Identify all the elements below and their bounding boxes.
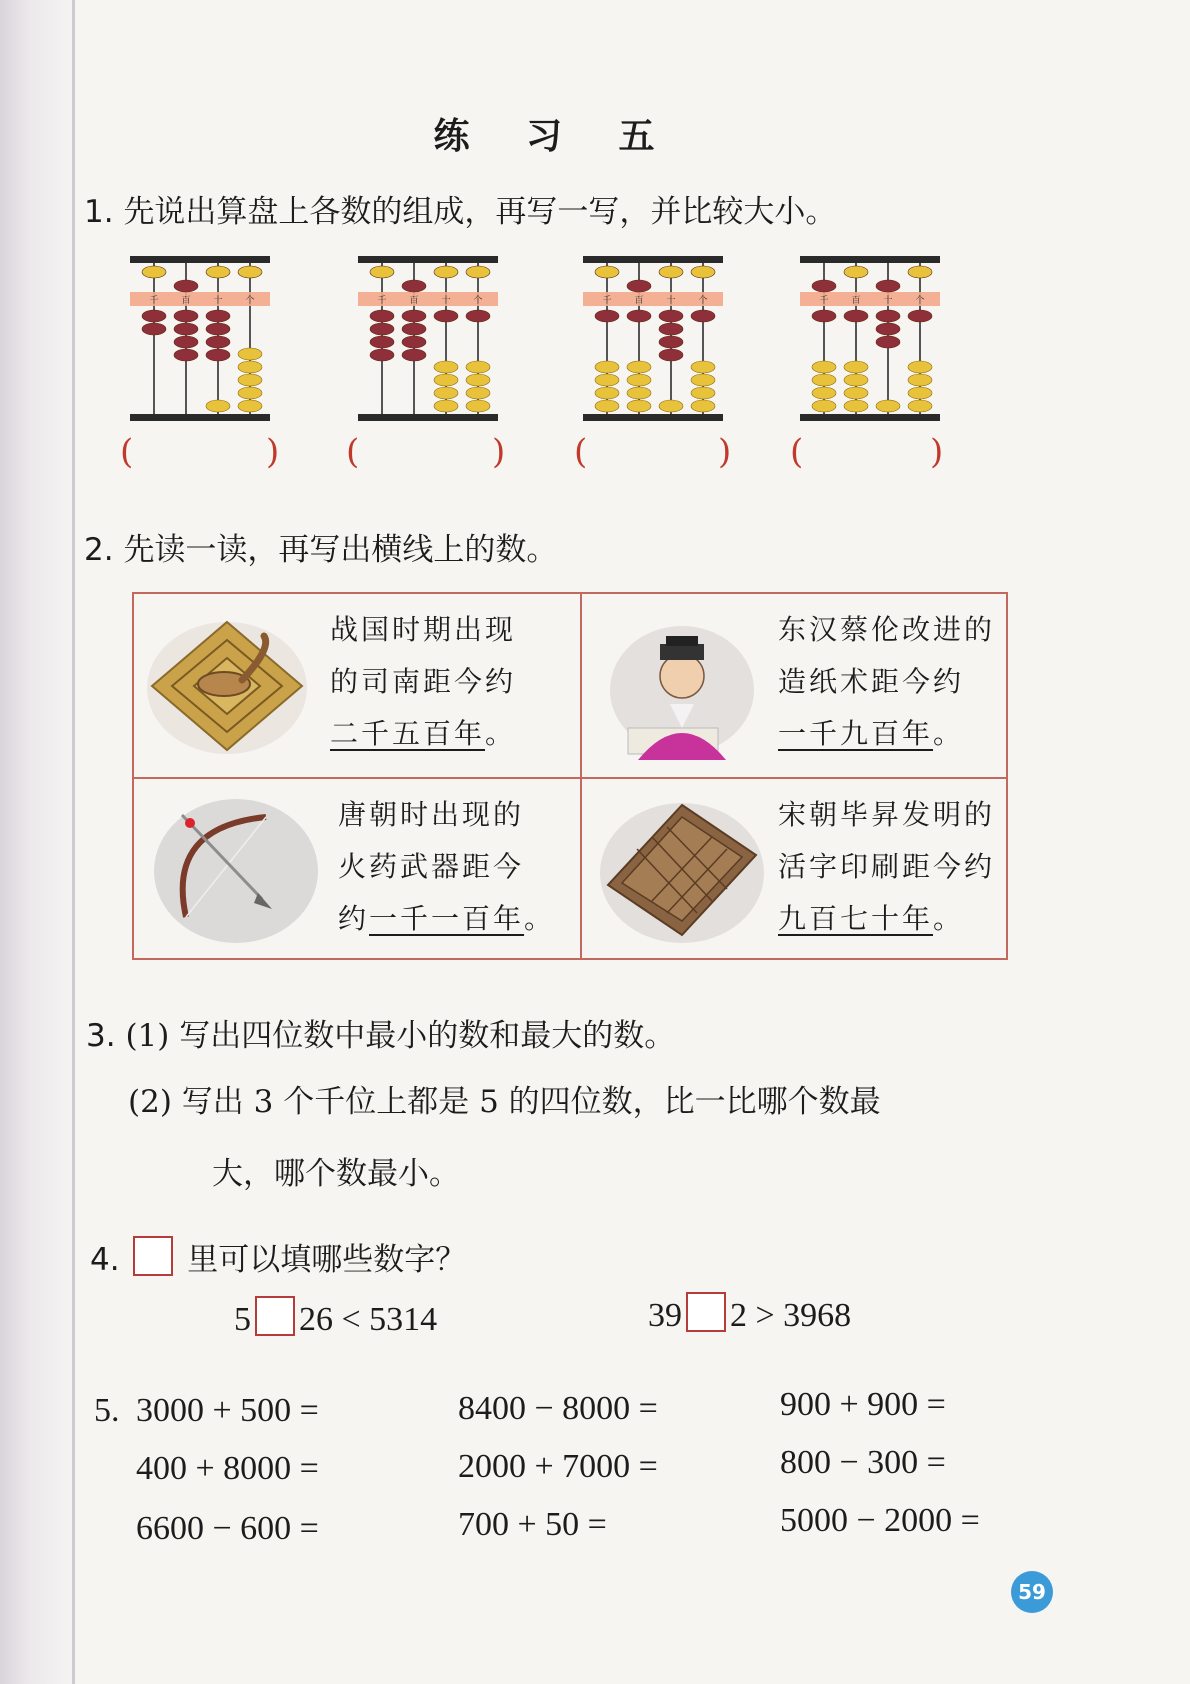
abacus-lower-bead bbox=[627, 361, 651, 373]
equation-r3-c1: 6600 − 600 = bbox=[136, 1510, 319, 1547]
abacus-upper-bead bbox=[659, 266, 683, 278]
abacus-lower-bead bbox=[174, 310, 198, 322]
abacus-lower-bead bbox=[206, 349, 230, 361]
question-3-part-2-label: (2) bbox=[128, 1084, 172, 1120]
abacus-upper-bead bbox=[142, 266, 166, 278]
abacus-lower-bead bbox=[844, 361, 868, 373]
question-4-text: 里可以填哪些数字？ bbox=[187, 1242, 467, 1278]
abacus-lower-bead bbox=[238, 387, 262, 399]
question-3-part-2-cont: 大，哪个数最小。 bbox=[212, 1156, 460, 1192]
abacus-lower-bead bbox=[876, 323, 900, 335]
abacus-place-label: 千 bbox=[149, 296, 159, 306]
page-number-badge: 59 bbox=[1011, 1571, 1053, 1613]
gunpowder-line-2: 火药武器距今 bbox=[338, 850, 525, 883]
abacus-lower-bead bbox=[206, 336, 230, 348]
abacus-upper-bead bbox=[595, 266, 619, 278]
abacus-place-label: 百 bbox=[181, 296, 191, 306]
abacus-lower-bead bbox=[466, 374, 490, 386]
abacus-place-label: 个 bbox=[245, 296, 255, 306]
abacus-3 bbox=[583, 256, 723, 421]
abacus-lower-bead bbox=[691, 387, 715, 399]
compass-line-1: 战国时期出现 bbox=[330, 613, 517, 646]
abacus-lower-bead bbox=[402, 349, 426, 361]
inequality-2-blank[interactable] bbox=[686, 1292, 726, 1332]
abacus-lower-bead bbox=[434, 310, 458, 322]
abacus-lower-bead bbox=[659, 400, 683, 412]
abacus-place-label: 十 bbox=[213, 296, 223, 306]
inequality-1-prefix: 5 bbox=[234, 1301, 251, 1338]
abacus-lower-bead bbox=[812, 361, 836, 373]
compass-end: 。 bbox=[485, 717, 517, 750]
abacus-upper-bead bbox=[402, 280, 426, 292]
abacus-place-label: 百 bbox=[634, 296, 644, 306]
printing-line-2: 活字印刷距今约 bbox=[778, 850, 996, 883]
blank-box-icon bbox=[133, 1236, 173, 1276]
abacus-lower-bead bbox=[908, 361, 932, 373]
abacus-lower-bead bbox=[908, 387, 932, 399]
abacus-lower-bead bbox=[402, 323, 426, 335]
abacus-lower-bead bbox=[595, 361, 619, 373]
abacus-lower-bead bbox=[844, 310, 868, 322]
abacus-lower-bead bbox=[434, 374, 458, 386]
answer-paren-1-close: ) bbox=[266, 432, 280, 472]
question-1-text: 先说出算盘上各数的组成，再写一写，并比较大小。 bbox=[123, 194, 837, 230]
abacus-upper-bead bbox=[206, 266, 230, 278]
abacus-lower-bead bbox=[466, 361, 490, 373]
question-3-part-2-text: 写出 3 个千位上都是 5 的四位数，比一比哪个数最 bbox=[181, 1084, 881, 1120]
abacus-4 bbox=[800, 256, 940, 421]
abacus-lower-bead bbox=[844, 374, 868, 386]
question-3-part-1-text: 写出四位数中最小的数和最大的数。 bbox=[179, 1018, 676, 1054]
answer-paren-2-open: ( bbox=[346, 432, 360, 472]
abacus-lower-bead bbox=[142, 323, 166, 335]
abacus-lower-bead bbox=[402, 336, 426, 348]
abacus-upper-bead bbox=[466, 266, 490, 278]
question-1 bbox=[84, 186, 836, 231]
abacus-lower-bead bbox=[627, 387, 651, 399]
abacus-lower-bead bbox=[466, 310, 490, 322]
abacus-lower-bead bbox=[206, 310, 230, 322]
abacus-lower-bead bbox=[691, 374, 715, 386]
compass-illustration bbox=[142, 608, 312, 758]
abacus-upper-bead bbox=[238, 266, 262, 278]
abacus-upper-bead bbox=[908, 266, 932, 278]
table-cell-printing bbox=[582, 779, 1020, 961]
abacus-upper-bead bbox=[370, 266, 394, 278]
papermaking-underlined-number: 一千九百年 bbox=[778, 717, 934, 750]
compass-underlined-number: 二千五百年 bbox=[330, 717, 486, 750]
question-3-part-2 bbox=[128, 1076, 881, 1121]
abacus-lower-bead bbox=[812, 400, 836, 412]
abacus-upper-bead bbox=[691, 266, 715, 278]
abacus-lower-bead bbox=[206, 400, 230, 412]
answer-paren-4-open: ( bbox=[790, 432, 804, 472]
abacus-lower-bead bbox=[876, 310, 900, 322]
abacus-upper-bead bbox=[174, 280, 198, 292]
compass-line-2: 的司南距今约 bbox=[330, 665, 517, 698]
abacus-lower-bead bbox=[659, 349, 683, 361]
abacus-lower-bead bbox=[370, 310, 394, 322]
history-table bbox=[132, 592, 1008, 960]
inequality-1-blank[interactable] bbox=[255, 1296, 295, 1336]
abacus-2 bbox=[358, 256, 498, 421]
abacus-lower-bead bbox=[659, 336, 683, 348]
answer-paren-2-close: ) bbox=[492, 432, 506, 472]
abacus-lower-bead bbox=[206, 323, 230, 335]
abacus-lower-bead bbox=[844, 387, 868, 399]
abacus-lower-bead bbox=[174, 323, 198, 335]
abacus-place-label: 个 bbox=[915, 296, 925, 306]
abacus-lower-bead bbox=[370, 323, 394, 335]
equation-r1-c1: 3000 + 500 = bbox=[136, 1392, 319, 1429]
question-2-number: 2. bbox=[84, 532, 114, 568]
abacus-lower-bead bbox=[238, 400, 262, 412]
fire-arrow-illustration bbox=[146, 787, 326, 953]
question-2 bbox=[84, 524, 557, 569]
equation-r3-c3: 5000 − 2000 = bbox=[780, 1502, 980, 1539]
inequality-2-prefix: 39 bbox=[648, 1297, 682, 1334]
equation-r1-c3: 900 + 900 = bbox=[780, 1386, 946, 1423]
abacus-place-label: 十 bbox=[883, 296, 893, 306]
abacus-upper-bead bbox=[434, 266, 458, 278]
abacus-place-label: 个 bbox=[698, 296, 708, 306]
page-title: 练 习 五 bbox=[433, 115, 677, 157]
answer-paren-1-open: ( bbox=[120, 432, 134, 472]
inequality-1-suffix: 26 < 5314 bbox=[299, 1301, 438, 1338]
abacus-lower-bead bbox=[238, 374, 262, 386]
abacus-lower-bead bbox=[876, 400, 900, 412]
printing-underlined-number: 九百七十年 bbox=[778, 902, 934, 935]
papermaking-line-2: 造纸术距今约 bbox=[778, 665, 965, 698]
answer-paren-3-close: ) bbox=[718, 432, 732, 472]
abacus-place-label: 百 bbox=[851, 296, 861, 306]
question-3-part-1 bbox=[86, 1010, 675, 1055]
abacus-place-label: 千 bbox=[377, 296, 387, 306]
abacus-place-label: 百 bbox=[409, 296, 419, 306]
equation-r1-c2: 8400 − 8000 = bbox=[458, 1390, 658, 1427]
printing-line-1: 宋朝毕昇发明的 bbox=[778, 798, 996, 831]
question-4 bbox=[90, 1234, 466, 1279]
abacus-lower-bead bbox=[238, 348, 262, 360]
abacus-lower-bead bbox=[908, 400, 932, 412]
abacus-lower-bead bbox=[595, 400, 619, 412]
abacus-lower-bead bbox=[627, 310, 651, 322]
equation-r3-c2: 700 + 50 = bbox=[458, 1506, 607, 1543]
abacus-lower-bead bbox=[876, 336, 900, 348]
question-3-part-1-label: (1) bbox=[125, 1018, 170, 1054]
abacus-lower-bead bbox=[434, 400, 458, 412]
abacus-lower-bead bbox=[691, 310, 715, 322]
papermaking-end: 。 bbox=[933, 717, 965, 750]
abacus-lower-bead bbox=[595, 374, 619, 386]
abacus-place-label: 千 bbox=[602, 296, 612, 306]
table-cell-compass bbox=[134, 594, 572, 776]
abacus-lower-bead bbox=[466, 400, 490, 412]
gunpowder-end: 。 bbox=[524, 902, 556, 935]
equation-r2-c3: 800 − 300 = bbox=[780, 1444, 946, 1481]
abacus-lower-bead bbox=[174, 349, 198, 361]
abacus-lower-bead bbox=[595, 387, 619, 399]
question-1-number: 1. bbox=[84, 194, 114, 230]
question-3-number: 3. bbox=[86, 1018, 116, 1054]
answer-paren-3-open: ( bbox=[574, 432, 588, 472]
abacus-lower-bead bbox=[659, 323, 683, 335]
abacus-lower-bead bbox=[691, 361, 715, 373]
abacus-lower-bead bbox=[659, 310, 683, 322]
abacus-lower-bead bbox=[627, 374, 651, 386]
abacus-lower-bead bbox=[434, 387, 458, 399]
abacus-upper-bead bbox=[627, 280, 651, 292]
abacus-place-label: 十 bbox=[441, 296, 451, 306]
table-cell-papermaking bbox=[582, 594, 1020, 776]
abacus-lower-bead bbox=[627, 400, 651, 412]
question-2-text: 先读一读，再写出横线上的数。 bbox=[123, 532, 558, 568]
abacus-upper-bead bbox=[812, 280, 836, 292]
equation-r2-c1: 400 + 8000 = bbox=[136, 1450, 319, 1487]
abacus-lower-bead bbox=[142, 310, 166, 322]
question-5-number: 5. bbox=[94, 1392, 120, 1429]
inequality-1 bbox=[234, 1296, 437, 1339]
movable-type-illustration bbox=[594, 789, 770, 949]
gunpowder-line-1: 唐朝时出现的 bbox=[338, 798, 525, 831]
equation-r2-c2: 2000 + 7000 = bbox=[458, 1448, 658, 1485]
abacus-lower-bead bbox=[434, 361, 458, 373]
abacus-lower-bead bbox=[908, 374, 932, 386]
abacus-place-label: 十 bbox=[666, 296, 676, 306]
abacus-lower-bead bbox=[402, 310, 426, 322]
abacus-place-label: 千 bbox=[819, 296, 829, 306]
gunpowder-plain: 约 bbox=[338, 902, 370, 935]
abacus-lower-bead bbox=[466, 387, 490, 399]
abacus-lower-bead bbox=[370, 336, 394, 348]
abacus-lower-bead bbox=[812, 387, 836, 399]
abacus-lower-bead bbox=[174, 336, 198, 348]
abacus-lower-bead bbox=[908, 310, 932, 322]
abacus-lower-bead bbox=[595, 310, 619, 322]
abacus-place-label: 个 bbox=[473, 296, 483, 306]
printing-end: 。 bbox=[933, 902, 965, 935]
answer-paren-4-close: ) bbox=[930, 432, 944, 472]
abacus-lower-bead bbox=[844, 400, 868, 412]
gunpowder-underlined-number: 一千一百年 bbox=[369, 902, 525, 935]
abacus-lower-bead bbox=[370, 349, 394, 361]
papermaking-line-1: 东汉蔡伦改进的 bbox=[778, 613, 996, 646]
inequality-2-suffix: 2 > 3968 bbox=[730, 1297, 852, 1334]
abacus-upper-bead bbox=[876, 280, 900, 292]
abacus-lower-bead bbox=[238, 361, 262, 373]
table-cell-gunpowder bbox=[134, 779, 572, 961]
question-4-number: 4. bbox=[90, 1242, 120, 1278]
cai-lun-illustration bbox=[602, 610, 762, 760]
abacus-1 bbox=[130, 256, 270, 421]
abacus-lower-bead bbox=[691, 400, 715, 412]
inequality-2 bbox=[648, 1292, 851, 1335]
abacus-lower-bead bbox=[812, 374, 836, 386]
abacus-lower-bead bbox=[812, 310, 836, 322]
abacus-upper-bead bbox=[844, 266, 868, 278]
